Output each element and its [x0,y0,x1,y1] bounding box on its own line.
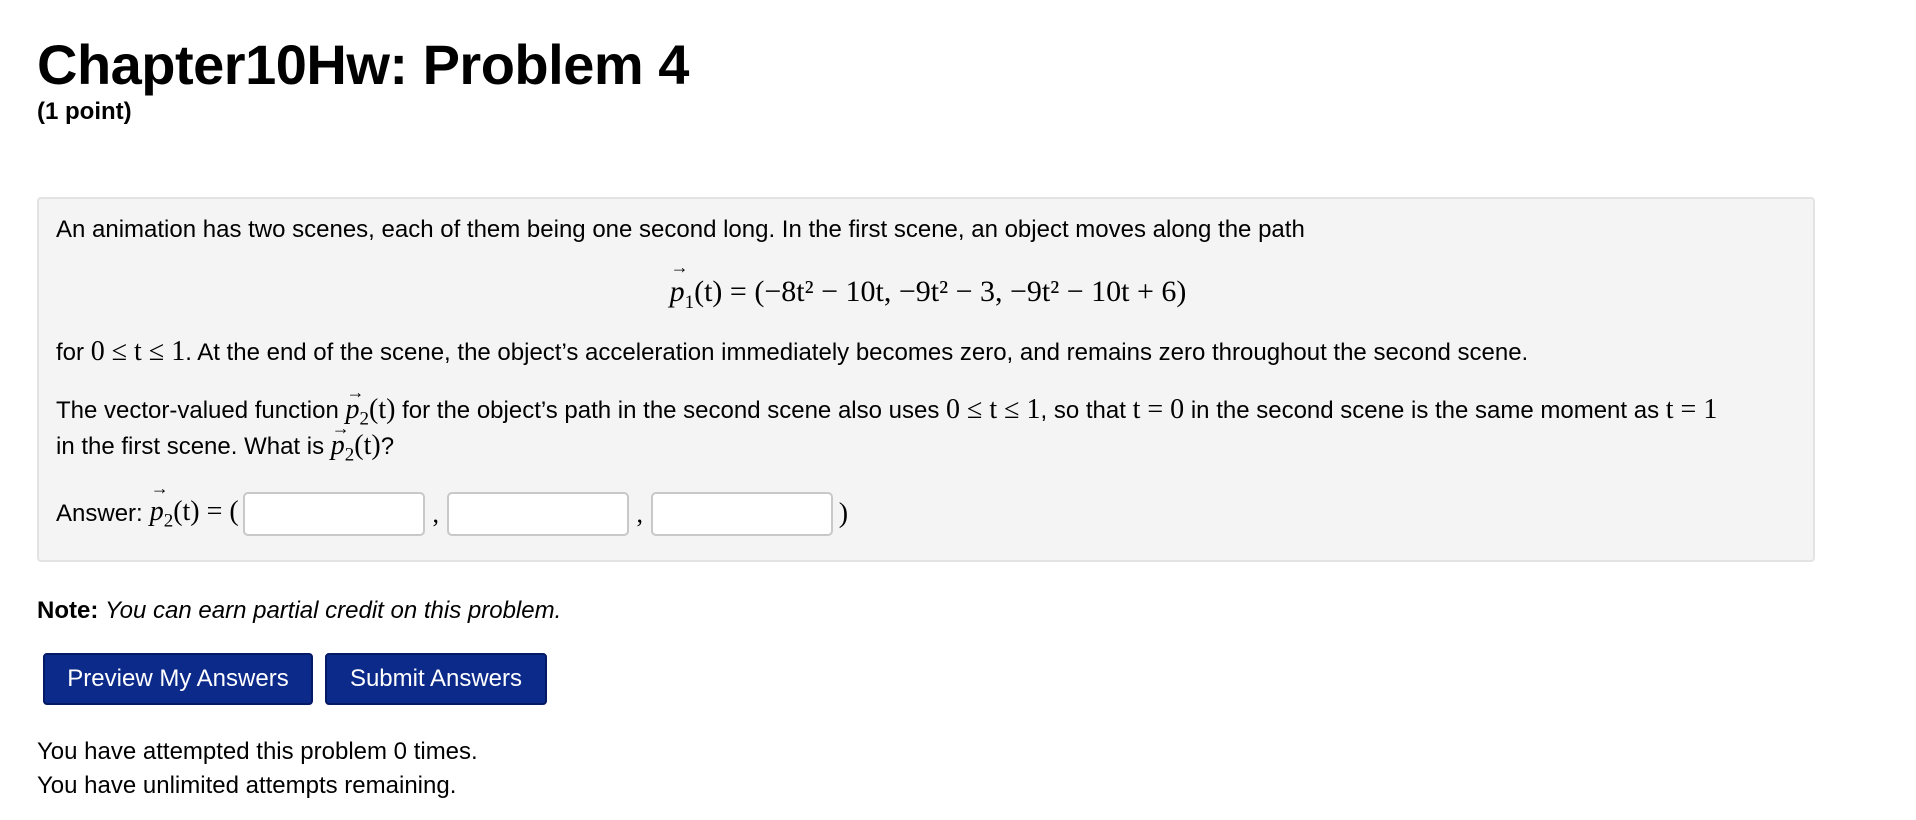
separator: , [432,499,440,528]
intro-text: An animation has two scenes, each of them being one second long. In the first scene, an object moves along the path [56,216,1305,243]
separator: , [636,499,644,528]
attempts-remaining: You have unlimited attempts remaining. [37,772,457,799]
answer-input-x[interactable] [243,492,425,536]
preview-answers-button[interactable]: Preview My Answers [43,653,313,705]
range-sentence: for 0 ≤ t ≤ 1. At the end of the scene, the object’s acceleration immediately becomes zero, and remains zero throughout the second scene. [56,336,1529,367]
answer-row [56,489,848,539]
path-equation: → $p_1(t) = (-8t^2 - 10t$, −9t² − 3, −9t² − 10t + 6) [39,275,1817,314]
close-paren: ) [838,498,849,529]
problem-statement-box [37,197,1815,562]
path-rhs: (−8t² − 10t, −9t² − 3, −9t² − 10t + 6) [754,275,1187,308]
vector-p1: → p [670,275,685,309]
answer-label: Answer: [56,500,143,527]
points-label: (1 point) [37,98,132,125]
attempts-status: You have attempted this problem 0 times. [37,738,478,765]
note-label: Note: [37,597,99,624]
question-line-2: in the first scene. What is → $p_2(t)$? [56,431,394,471]
note-text: You can earn partial credit on this problem. [105,597,562,624]
answer-vector: → $p_2(t)$ = ( [143,496,239,533]
question-line-1: The vector-valued function → $p_2(t)$ for the object’s path in the second scene also uses 0 ≤ t ≤ 1, so that t = 0 in the second scene is the same moment as t = 1 [56,395,1717,435]
answer-input-y[interactable] [447,492,629,536]
problem-title: Chapter10Hw: Problem 4 [37,33,689,96]
answer-input-z[interactable] [651,492,833,536]
submit-answers-button[interactable]: Submit Answers [325,653,547,705]
partial-credit-note [37,596,561,626]
